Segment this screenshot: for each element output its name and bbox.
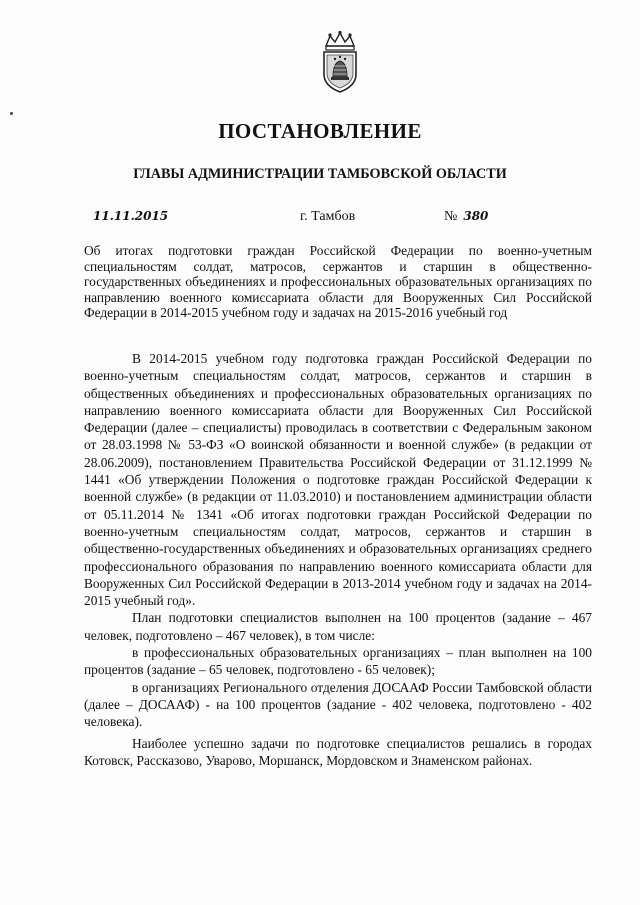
- body-paragraph: План подготовки специалистов выполнен на 100 процентов (задание – 467 человек, подготовлено – 467 человек), в том числе:: [84, 610, 592, 643]
- document-city: г. Тамбов: [300, 209, 356, 224]
- body-paragraph: в профессиональных образовательных организациях – план выполнен на 100 процентов (задание – 65 человек, подготовлено - 65 человек);: [84, 645, 592, 678]
- body-paragraph: в организациях Регионального отделения ДОСААФ России Тамбовской области (далее – ДОСААФ) - на 100 процентов (задание - 402 человека, подготовлено - 402 человека).: [84, 679, 592, 730]
- document-caption: Об итогах подготовки граждан Российской Федерации по военно-учетным специальностям солдат, матросов, сержантов и старшин в общественно-государственных объединениях и профессиональных образовательных организациях по направлению военного комиссариата области для Вооруженных Сил Российской Федерации в 2014-2015 учебном году и задачах на 2015-2016 учебный год: [84, 243, 592, 321]
- scan-speck: [10, 112, 13, 115]
- tambov-region-coat-of-arms-icon: [316, 30, 364, 94]
- document-subtitle: ГЛАВЫ АДМИНИСТРАЦИИ ТАМБОВСКОЙ ОБЛАСТИ: [133, 166, 507, 182]
- number-label: №: [444, 209, 458, 224]
- document-date: 11.11.2015: [93, 209, 169, 223]
- document-number: [444, 209, 488, 225]
- document-body: [84, 350, 592, 769]
- body-paragraph: В 2014-2015 учебном году подготовка граждан Российской Федерации по военно-учетным специальностям солдат, матросов, сержантов и старшин в общественных объединениях и профессиональных образовательных организациях по направлению военного комиссариата области для Вооруженных Сил Российской Федерации (далее – специалисты) проводилась в соответствии с Федеральным законом от 28.03.1998 № 53-ФЗ «О воинской обязанности и военной службе» (в редакции от 28.06.2009), постановлением Правительства Российской Федерации от 31.12.1999 № 1441 «Об утверждении Положения о подготовке граждан Российской Федерации к военной службе» (в редакции от 11.03.2010) и постановлением администрации области от 05.11.2014 № 1341 «Об итогах подготовки граждан Российской Федерации по военно-учетным специальностям солдат, матросов, сержантов и старшин в общественно-государственных объединениях и образовательных организациях среднего профессионального образования по направлению военного комиссариата области для Вооруженных Сил Российской Федерации в 2013-2014 учебном году и задачах на 2014-2015 учебный год».: [84, 351, 592, 609]
- document-title: ПОСТАНОВЛЕНИЕ: [218, 119, 422, 143]
- body-paragraph: Наиболее успешно задачи по подготовке специалистов решались в городах Котовск, Рассказово, Уварово, Моршанск, Мордовском и Знаменском районах.: [84, 735, 592, 768]
- number-value: 380: [463, 209, 489, 223]
